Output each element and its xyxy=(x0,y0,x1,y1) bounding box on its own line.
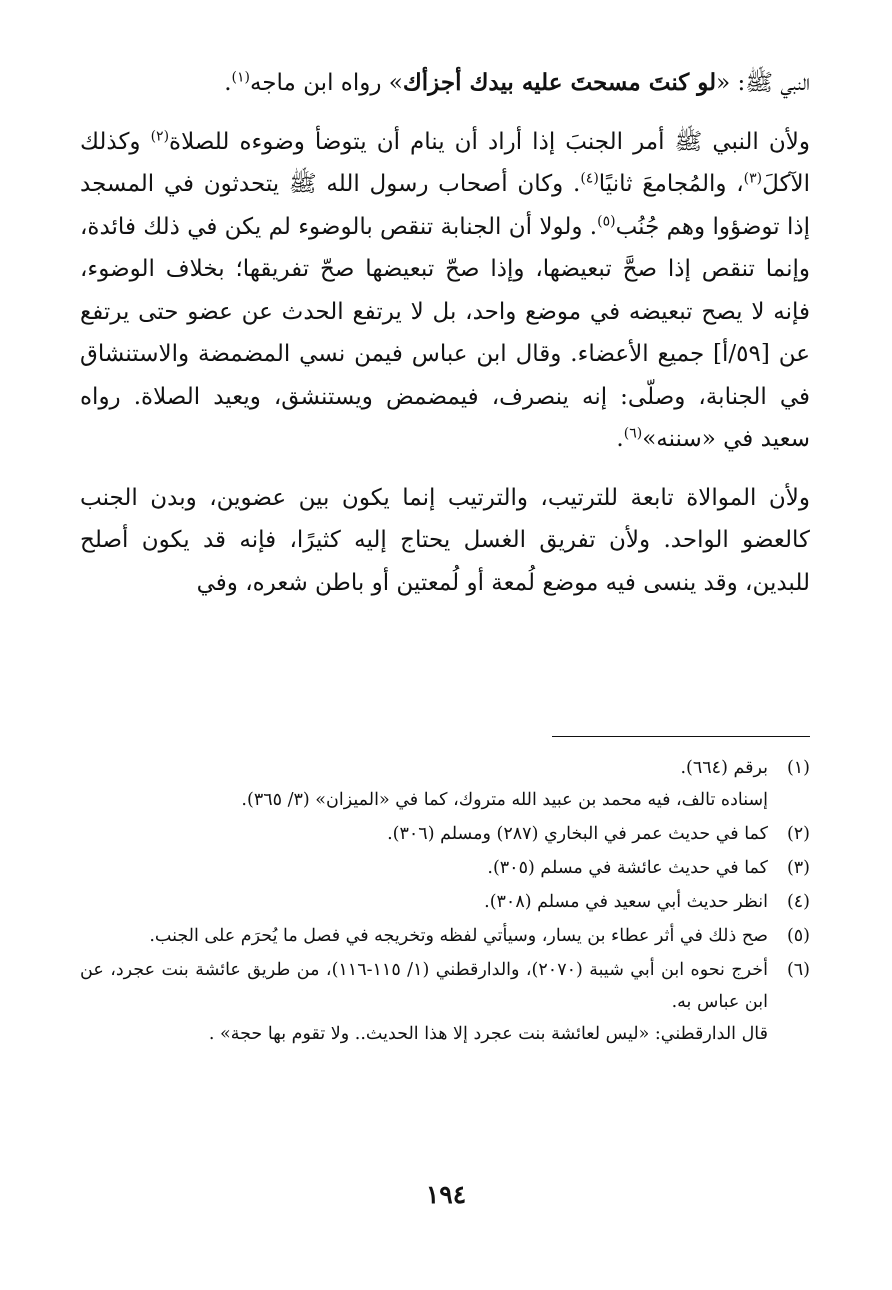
footnote-line: برقم (٦٦٤). xyxy=(680,758,768,778)
text-run: . وكان أصحاب رسول الله ﷺ يتحدثون في المسجد إذا توضؤوا وهم جُنُب xyxy=(80,171,810,240)
hadith-quote: لو كنتَ مسحتَ عليه بيدك أجزأك xyxy=(402,69,717,96)
footnote-number: (٦) xyxy=(786,960,810,980)
footnote-text xyxy=(80,920,768,952)
footnote-2 xyxy=(80,818,810,850)
footnote-ref: (٦) xyxy=(623,425,643,442)
footnote-5 xyxy=(80,920,810,952)
text-run: . ولولا أن الجنابة تنقص بالوضوء لم يكن في ذلك فائدة، وإنما تنقص إذا صحَّ تبعيضها، وإذا صحّ تبعيضها صحّ تفريقها؛ بخلاف الوضوء، فإنه لا يصح تبعيضه في موضع واحد، بل لا يرتفع الحدث عن عضو حتى يرتفع عن [٥٩/أ] جميع الأعضاء. وقال ابن عباس فيمن نسي المضمضة والاستنشاق في الجنابة، وصلّى: إنه ينصرف، فيمضمض ويستنشق، ويعيد الصلاة. رواه سعيد في «سننه» xyxy=(79,213,810,452)
footnote-3 xyxy=(80,852,810,884)
footnote-number: (٣) xyxy=(786,858,810,878)
text-run: . xyxy=(224,70,232,96)
text-run: ولأن النبي ﷺ أمر الجنبَ إذا أراد أن ينام أن يتوضأ وضوءه للصلاة xyxy=(169,128,810,155)
footnote-line: أخرج نحوه ابن أبي شيبة (٢٠٧٠)، والدارقطني (١/ ١١٥-١١٦)، من طريق عائشة بنت عجرد، عن ابن عباس به. xyxy=(80,960,768,1012)
footnotes xyxy=(80,752,810,1052)
text-run: » رواه ابن ماجه xyxy=(249,70,403,96)
main-text xyxy=(80,62,810,604)
page-number: ١٩٤ xyxy=(425,1180,467,1209)
footnote-text xyxy=(80,852,768,884)
footnote-number: (٤) xyxy=(786,892,810,912)
footnote-1 xyxy=(80,752,810,816)
footnote-text xyxy=(80,954,768,1050)
text-run: . xyxy=(616,426,624,452)
footnote-line: انظر حديث أبي سعيد في مسلم (٣٠٨). xyxy=(484,892,768,912)
footnote-line: كما في حديث عائشة في مسلم (٣٠٥). xyxy=(487,858,768,878)
footnote-number: (٥) xyxy=(786,926,810,946)
footnote-line: إسناده تالف، فيه محمد بن عبيد الله متروك، كما في «الميزان» (٣/ ٣٦٥). xyxy=(241,790,768,810)
footnote-ref: (١) xyxy=(231,69,250,86)
footnote-line: كما في حديث عمر في البخاري (٢٨٧) ومسلم (٣٠٦). xyxy=(387,824,768,844)
footnote-text xyxy=(80,818,768,850)
footnote-number: (٢) xyxy=(786,824,810,844)
footnote-line: قال الدارقطني: «ليس لعائشة بنت عجرد إلا هذا الحديث.. ولا تقوم بها حجة» . xyxy=(208,1024,768,1044)
text-run: ، والمُجامعَ ثانيًا xyxy=(598,171,744,197)
footnote-ref: (٢) xyxy=(150,127,170,144)
footnote-6 xyxy=(80,954,810,1050)
footnote-ref: (٤) xyxy=(580,170,599,187)
footnote-text xyxy=(80,752,768,816)
paragraph-2 xyxy=(80,121,810,461)
text-run: النبي ﷺ: « xyxy=(716,70,810,96)
footnote-4 xyxy=(80,886,810,918)
footnote-line: صح ذلك في أثر عطاء بن يسار، وسيأتي لفظه وتخريجه في فصل ما يُحرَم على الجنب. xyxy=(149,926,768,946)
text-run: وكذلك الآكلَ xyxy=(80,128,810,197)
paragraph-3: ولأن الموالاة تابعة للترتيب، والترتيب إنما يكون بين عضوين، وبدن الجنب كالعضو الواحد. ولأن تفريق الغسل يحتاج إليه كثيرًا، فإنه قد يكون أصلح للبدين، وقد ينسى فيه موضع لُمعة أو لُمعتين أو باطن شعره، وفي xyxy=(80,484,810,596)
footnote-text xyxy=(80,886,768,918)
footnote-divider xyxy=(552,736,810,737)
footnote-number: (١) xyxy=(786,758,810,778)
footnote-ref: (٣) xyxy=(743,170,763,187)
paragraph-1 xyxy=(80,62,810,105)
footnote-ref: (٥) xyxy=(597,212,616,229)
